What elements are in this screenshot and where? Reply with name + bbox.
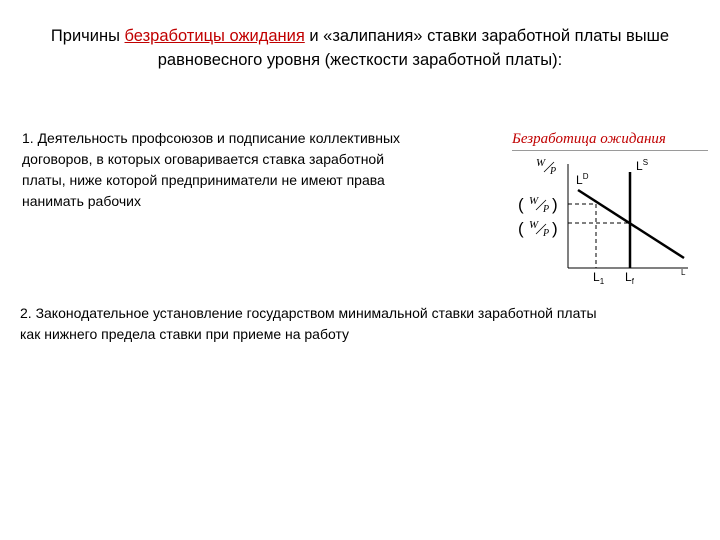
title-highlight: безработицы ожидания — [124, 27, 305, 45]
ls-base: L — [636, 159, 643, 173]
wp1-open-paren: ( — [518, 195, 524, 214]
wp2-p: P — [543, 228, 550, 239]
l1-label — [593, 270, 605, 285]
l-axis-label: L — [681, 268, 686, 277]
lf-label — [625, 270, 635, 285]
ld-sup: D — [582, 172, 589, 181]
title-part1: Причины — [50, 27, 125, 45]
slide-title — [30, 24, 690, 72]
wp1-label — [518, 195, 558, 215]
l1-sub: 1 — [599, 277, 605, 285]
paragraph-2: 2. Законодательное установление государством минимальной ставки заработной платы как нижнего предела ставки при приеме на работу — [20, 305, 597, 342]
ld-label — [576, 172, 589, 187]
labor-market-diagram — [500, 150, 710, 285]
wp1-close-paren: ) — [552, 195, 558, 214]
wp2-close-paren: ) — [552, 219, 558, 238]
wp2-open-paren: ( — [518, 219, 524, 238]
ls-label — [636, 158, 648, 173]
wp-axis-p: P — [550, 166, 557, 177]
l1-base: L — [593, 270, 600, 284]
wp-axis-label — [536, 157, 556, 177]
paragraph-1: 1. Деятельность профсоюзов и подписание коллективных договоров, в которых оговаривается ставка заработной платы, ниже которой предприниматели не имеют права нанимать рабочих — [22, 130, 401, 209]
wp1-w: W — [529, 195, 539, 207]
lf-base: L — [625, 270, 632, 284]
lf-sub: f — [631, 277, 634, 285]
wp2-w: W — [529, 219, 539, 231]
wp-axis-w: W — [536, 157, 546, 169]
ld-base: L — [576, 173, 583, 187]
title-part2: и «залипания» ставки заработной платы выше равновесного уровня (жесткости заработной платы): — [157, 27, 670, 69]
ls-sup: S — [642, 158, 649, 167]
wp1-p: P — [543, 204, 550, 215]
figure-title: Безработица ожидания — [512, 131, 666, 147]
wp2-label — [518, 219, 558, 239]
